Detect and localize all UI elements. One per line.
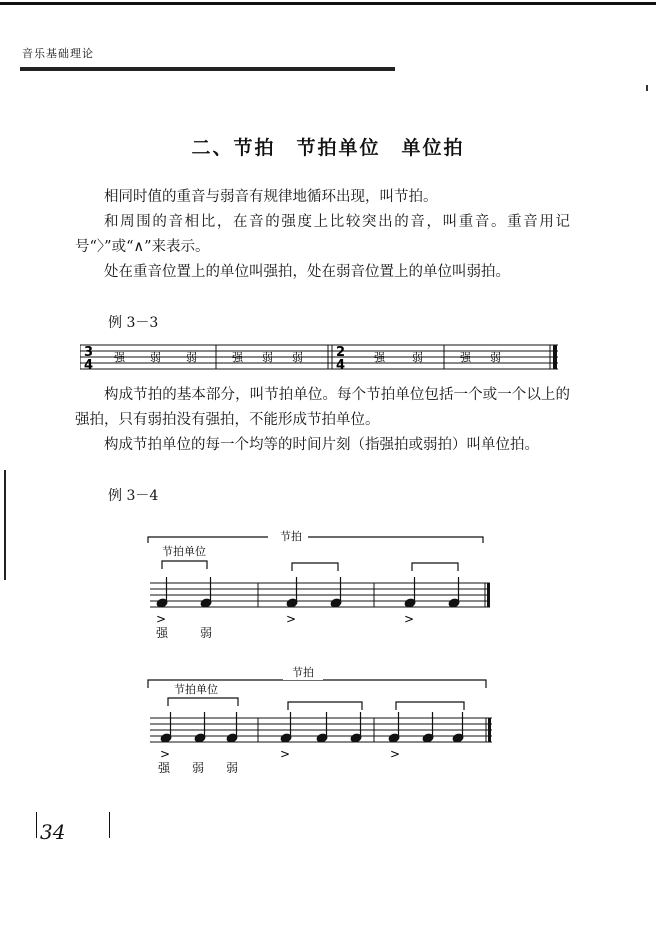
example-3-3-staff [80,340,560,378]
strong-beat-label: 强 [158,761,171,775]
accent-mark: > [286,612,297,626]
paragraph-3: 处在重音位置上的单位叫强拍，处在弱音位置上的单位叫弱拍。 [104,264,510,280]
weak-beat-label: 弱 [226,761,239,775]
example-3-4-music-1 [140,515,500,645]
accent-mark: > [156,612,167,626]
top-rule [0,2,656,5]
scan-mark [646,85,648,91]
bracket-label: 节拍 [292,666,314,679]
staff-beat-label: 弱 [292,351,303,364]
scan-mark [4,470,6,580]
accent-mark: > [390,747,401,761]
staff-beat-label: 弱 [262,351,273,364]
staff-beat-label: 弱 [412,351,423,364]
example-3-4-music-2 [140,660,500,785]
time-sig-2-bottom: 4 [336,358,346,373]
paragraph-5: 构成节拍单位的每一个均等的时间片刻（指强拍或弱拍）叫单位拍。 [104,437,539,453]
strong-beat-label: 强 [156,626,169,640]
staff-beat-label: 强 [232,351,243,364]
example-label-1: 例 3－3 [108,315,159,331]
paragraph-4: 构成节拍的基本部分，叫节拍单位。每个节拍单位包括一个或一个以上的强拍，只有弱拍没有强拍，不能形成节拍单位。 [75,387,570,428]
bracket-label: 节拍 [280,530,302,543]
accent-mark: > [280,747,291,761]
paragraph-1: 相同时值的重音与弱音有规律地循环出现，叫节拍。 [104,189,438,205]
weak-beat-label: 弱 [200,626,213,640]
staff-beat-label: 弱 [150,351,161,364]
accent-mark: > [404,612,415,626]
unit-label: 节拍单位 [174,683,218,696]
time-sig-2-top: 2 [336,345,346,360]
time-sig-1-top: 3 [84,345,94,360]
section-title: 二、节拍 节拍单位 单位拍 [191,137,465,159]
running-header: 音乐基础理论 [22,47,94,60]
staff-beat-label: 弱 [490,351,501,364]
time-sig-1-bottom: 4 [84,358,94,373]
staff-beat-label: 强 [114,351,125,364]
paragraph-2: 和周围的音相比，在音的强度上比较突出的音，叫重音。重音用记号“〉”或“∧”来表示。 [75,214,570,255]
accent-mark: > [160,747,171,761]
header-rule [20,67,395,71]
staff-beat-label: 弱 [186,351,197,364]
weak-beat-label: 弱 [192,761,205,775]
staff-beat-label: 强 [460,351,471,364]
staff-beat-label: 强 [374,351,385,364]
page-number: 34 [40,820,66,844]
example-label-2: 例 3－4 [108,488,159,504]
unit-label: 节拍单位 [162,545,206,558]
